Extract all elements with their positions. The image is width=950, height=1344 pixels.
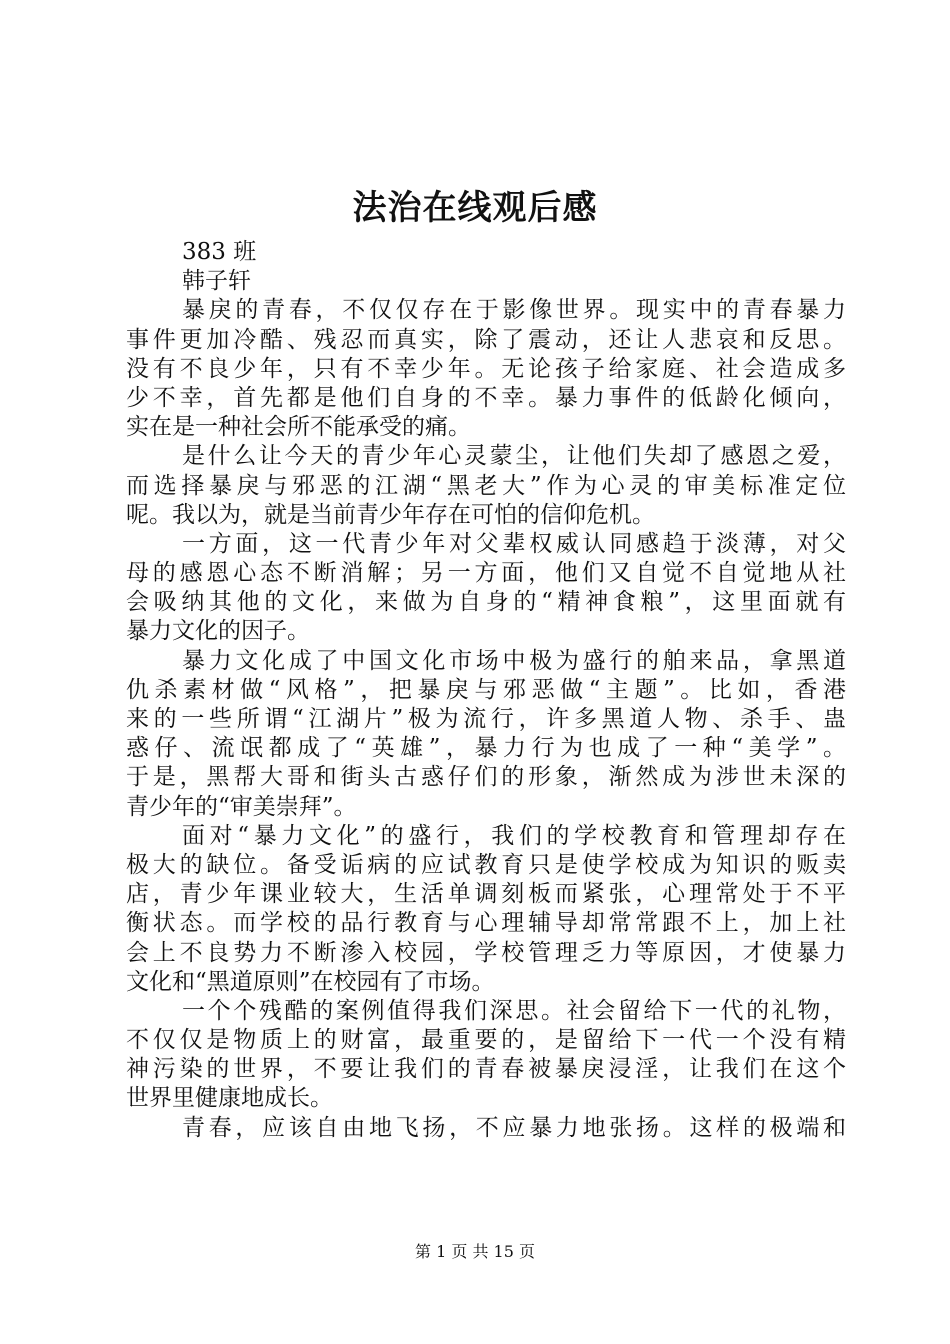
text-line: 面对“暴力文化”的盛行，我们的学校教育和管理却存在 xyxy=(182,822,846,849)
text-line: 来的一些所谓“江湖片”极为流行，许多黑道人物、杀手、蛊 xyxy=(126,706,846,732)
text-line: 极大的缺位。备受诟病的应试教育只是使学校成为知识的贩卖 xyxy=(126,851,846,878)
text-line: 青少年的“审美崇拜”。 xyxy=(126,793,357,820)
text-line: 店，青少年课业较大，生活单调刻板而紧张，心理常处于不平 xyxy=(126,881,846,908)
text-line: 会上不良势力不断渗入校园，学校管理乏力等原因，才使暴力 xyxy=(126,939,846,966)
text-line: 母的感恩心态不断消解；另一方面，他们又自觉不自觉地从社 xyxy=(126,560,846,587)
text-line: 暴戾的青春，不仅仅存在于影像世界。现实中的青春暴力 xyxy=(182,297,846,324)
text-line: 是什么让今天的青少年心灵蒙尘，让他们失却了感恩之爱， xyxy=(182,443,846,470)
text-line: 事件更加冷酷、残忍而真实，除了震动，还让人悲哀和反思。 xyxy=(126,326,846,353)
text-line: 韩子轩 xyxy=(182,268,251,295)
text-line: 383 班 xyxy=(182,239,257,265)
text-line: 会吸纳其他的文化，来做为自身的“精神食粮”，这里面就有 xyxy=(126,589,846,616)
text-line: 神污染的世界，不要让我们的青春被暴戾浸淫，让我们在这个 xyxy=(126,1056,846,1083)
text-line: 一个个残酷的案例值得我们深思。社会留给下一代的礼物， xyxy=(182,997,846,1024)
text-line: 暴力文化成了中国文化市场中极为盛行的舶来品，拿黑道 xyxy=(182,647,846,674)
text-line: 仇杀素材做“风格”，把暴戾与邪恶做“主题”。比如，香港 xyxy=(126,676,846,703)
text-line: 少不幸，首先都是他们自身的不幸。暴力事件的低龄化倾向， xyxy=(126,384,846,411)
document-body xyxy=(126,238,846,1143)
text-line: 惑仔、流氓都成了“英雄”，暴力行为也成了一种“美学”。 xyxy=(126,735,846,762)
text-line: 而选择暴戾与邪恶的江湖“黑老大”作为心灵的审美标准定位 xyxy=(126,472,846,499)
text-line: 青春，应该自由地飞扬，不应暴力地张扬。这样的极端和 xyxy=(182,1114,846,1141)
page-number-footer: 第 1 页 共 15 页 xyxy=(415,1242,535,1261)
text-line: 于是，黑帮大哥和街头古惑仔们的形象，渐然成为涉世未深的 xyxy=(126,764,846,791)
text-line: 一方面，这一代青少年对父辈权威认同感趋于淡薄，对父 xyxy=(182,530,846,557)
text-line: 世界里健康地成长。 xyxy=(126,1085,333,1112)
text-line: 文化和“黑道原则”在校园有了市场。 xyxy=(126,968,495,995)
document-title: 法治在线观后感 xyxy=(352,188,598,228)
text-line: 衡状态。而学校的品行教育与心理辅导却常常跟不上，加上社 xyxy=(126,910,846,937)
text-line: 实在是一种社会所不能承受的痛。 xyxy=(126,414,471,441)
text-line: 没有不良少年，只有不幸少年。无论孩子给家庭、社会造成多 xyxy=(126,355,846,382)
text-line: 不仅仅是物质上的财富，最重要的，是留给下一代一个没有精 xyxy=(126,1027,846,1054)
text-line: 呢。我以为，就是当前青少年存在可怕的信仰危机。 xyxy=(126,501,655,528)
text-line: 暴力文化的因子。 xyxy=(126,618,310,645)
